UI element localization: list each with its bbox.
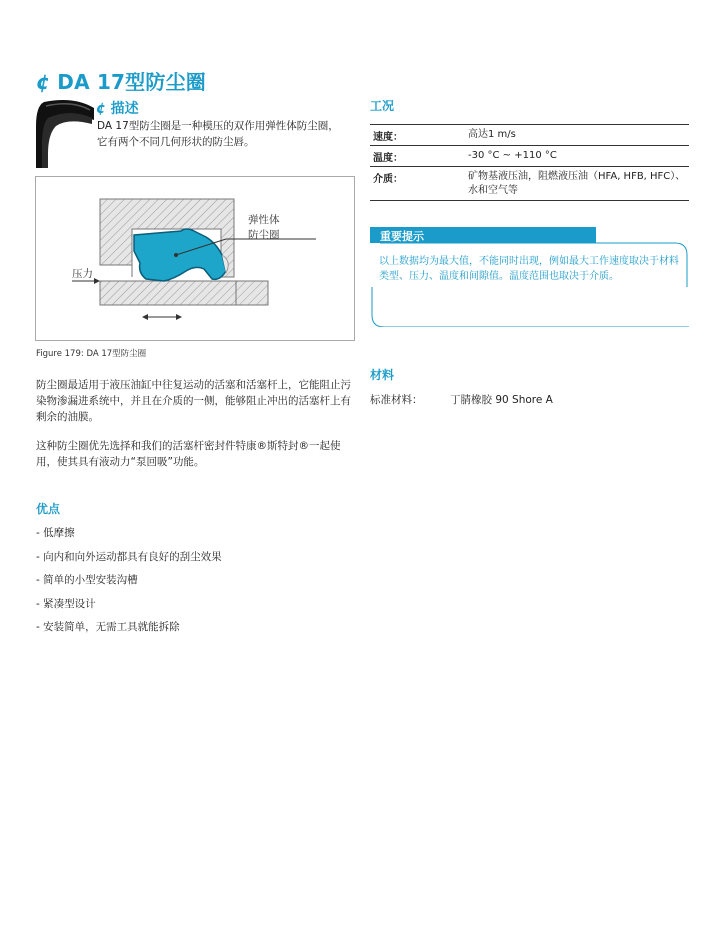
list-item: - 向内和向外运动都具有良好的刮尘效果 xyxy=(36,550,222,563)
condition-label: 介质： xyxy=(373,174,403,185)
material-value: 丁腈橡胶 90 Shore A xyxy=(450,394,553,406)
note-text: 以上数据均为最大值，不能同时出现，例如最大工作速度取决于材料类型、压力、温度和间隙值。温度范围也取决于介质。 xyxy=(379,256,679,282)
list-item: - 安装简单，无需工具就能拆除 xyxy=(36,621,180,633)
label-elastomer: 弹性体 xyxy=(248,214,280,226)
table-row xyxy=(370,167,689,201)
installation-drawing xyxy=(36,177,354,340)
figure-caption: Figure 179: DA 17型防尘圈 xyxy=(36,349,147,359)
body-paragraph-2: 这种防尘圈优先选择和我们的活塞杆密封件特康®斯特封®一起使用，使其具有液动力“泵回吸”功能。 xyxy=(36,440,341,468)
description-heading-text: 描述 xyxy=(110,101,139,117)
seal-photo xyxy=(34,98,96,170)
material-heading: 材料 xyxy=(370,368,395,382)
list-item: - 简单的小型安装沟槽 xyxy=(36,574,138,586)
note-heading: 重要提示 xyxy=(380,230,424,243)
material-label: 标准材料： xyxy=(370,394,423,406)
table-row xyxy=(370,146,689,167)
condition-value: 矿物基液压油，阻燃液压油（HFA, HFB, HFC）、水和空气等 xyxy=(468,171,686,196)
body-paragraph-1: 防尘圈最适用于液压油缸中往复运动的活塞和活塞杆上，它能阻止污染物渗漏进系统中，并且在介质的一侧，能够阻止冲出的活塞杆上有剩余的油膜。 xyxy=(36,379,351,423)
condition-label: 温度： xyxy=(373,153,403,164)
advantages-list xyxy=(36,525,222,643)
page-title xyxy=(36,66,206,95)
installation-figure xyxy=(35,176,355,341)
page-title-text: DA 17型防尘圈 xyxy=(57,70,206,94)
label-wiper: 防尘圈 xyxy=(248,229,280,241)
description-heading xyxy=(96,98,139,118)
wiper-seal-shape xyxy=(134,229,226,281)
rod-shape xyxy=(100,281,236,305)
company-logo-icon: ¢ xyxy=(96,101,106,117)
conditions-heading: 工况 xyxy=(370,99,395,113)
table-row xyxy=(370,125,689,146)
condition-value: -30 °C ~ +110 °C xyxy=(468,150,557,161)
condition-label: 速度： xyxy=(373,132,403,143)
company-logo-icon: ¢ xyxy=(36,70,51,94)
label-pressure: 压力 xyxy=(72,268,93,280)
list-item: - 低摩擦 xyxy=(36,527,75,539)
conditions-table xyxy=(370,124,689,201)
condition-value: 高达1 m/s xyxy=(468,129,516,140)
description-text: DA 17型防尘圈是一种模压的双作用弹性体防尘圈，它有两个不同几何形状的防尘唇。 xyxy=(97,120,339,148)
list-item: - 紧凑型设计 xyxy=(36,597,96,610)
advantages-heading: 优点 xyxy=(36,502,61,516)
